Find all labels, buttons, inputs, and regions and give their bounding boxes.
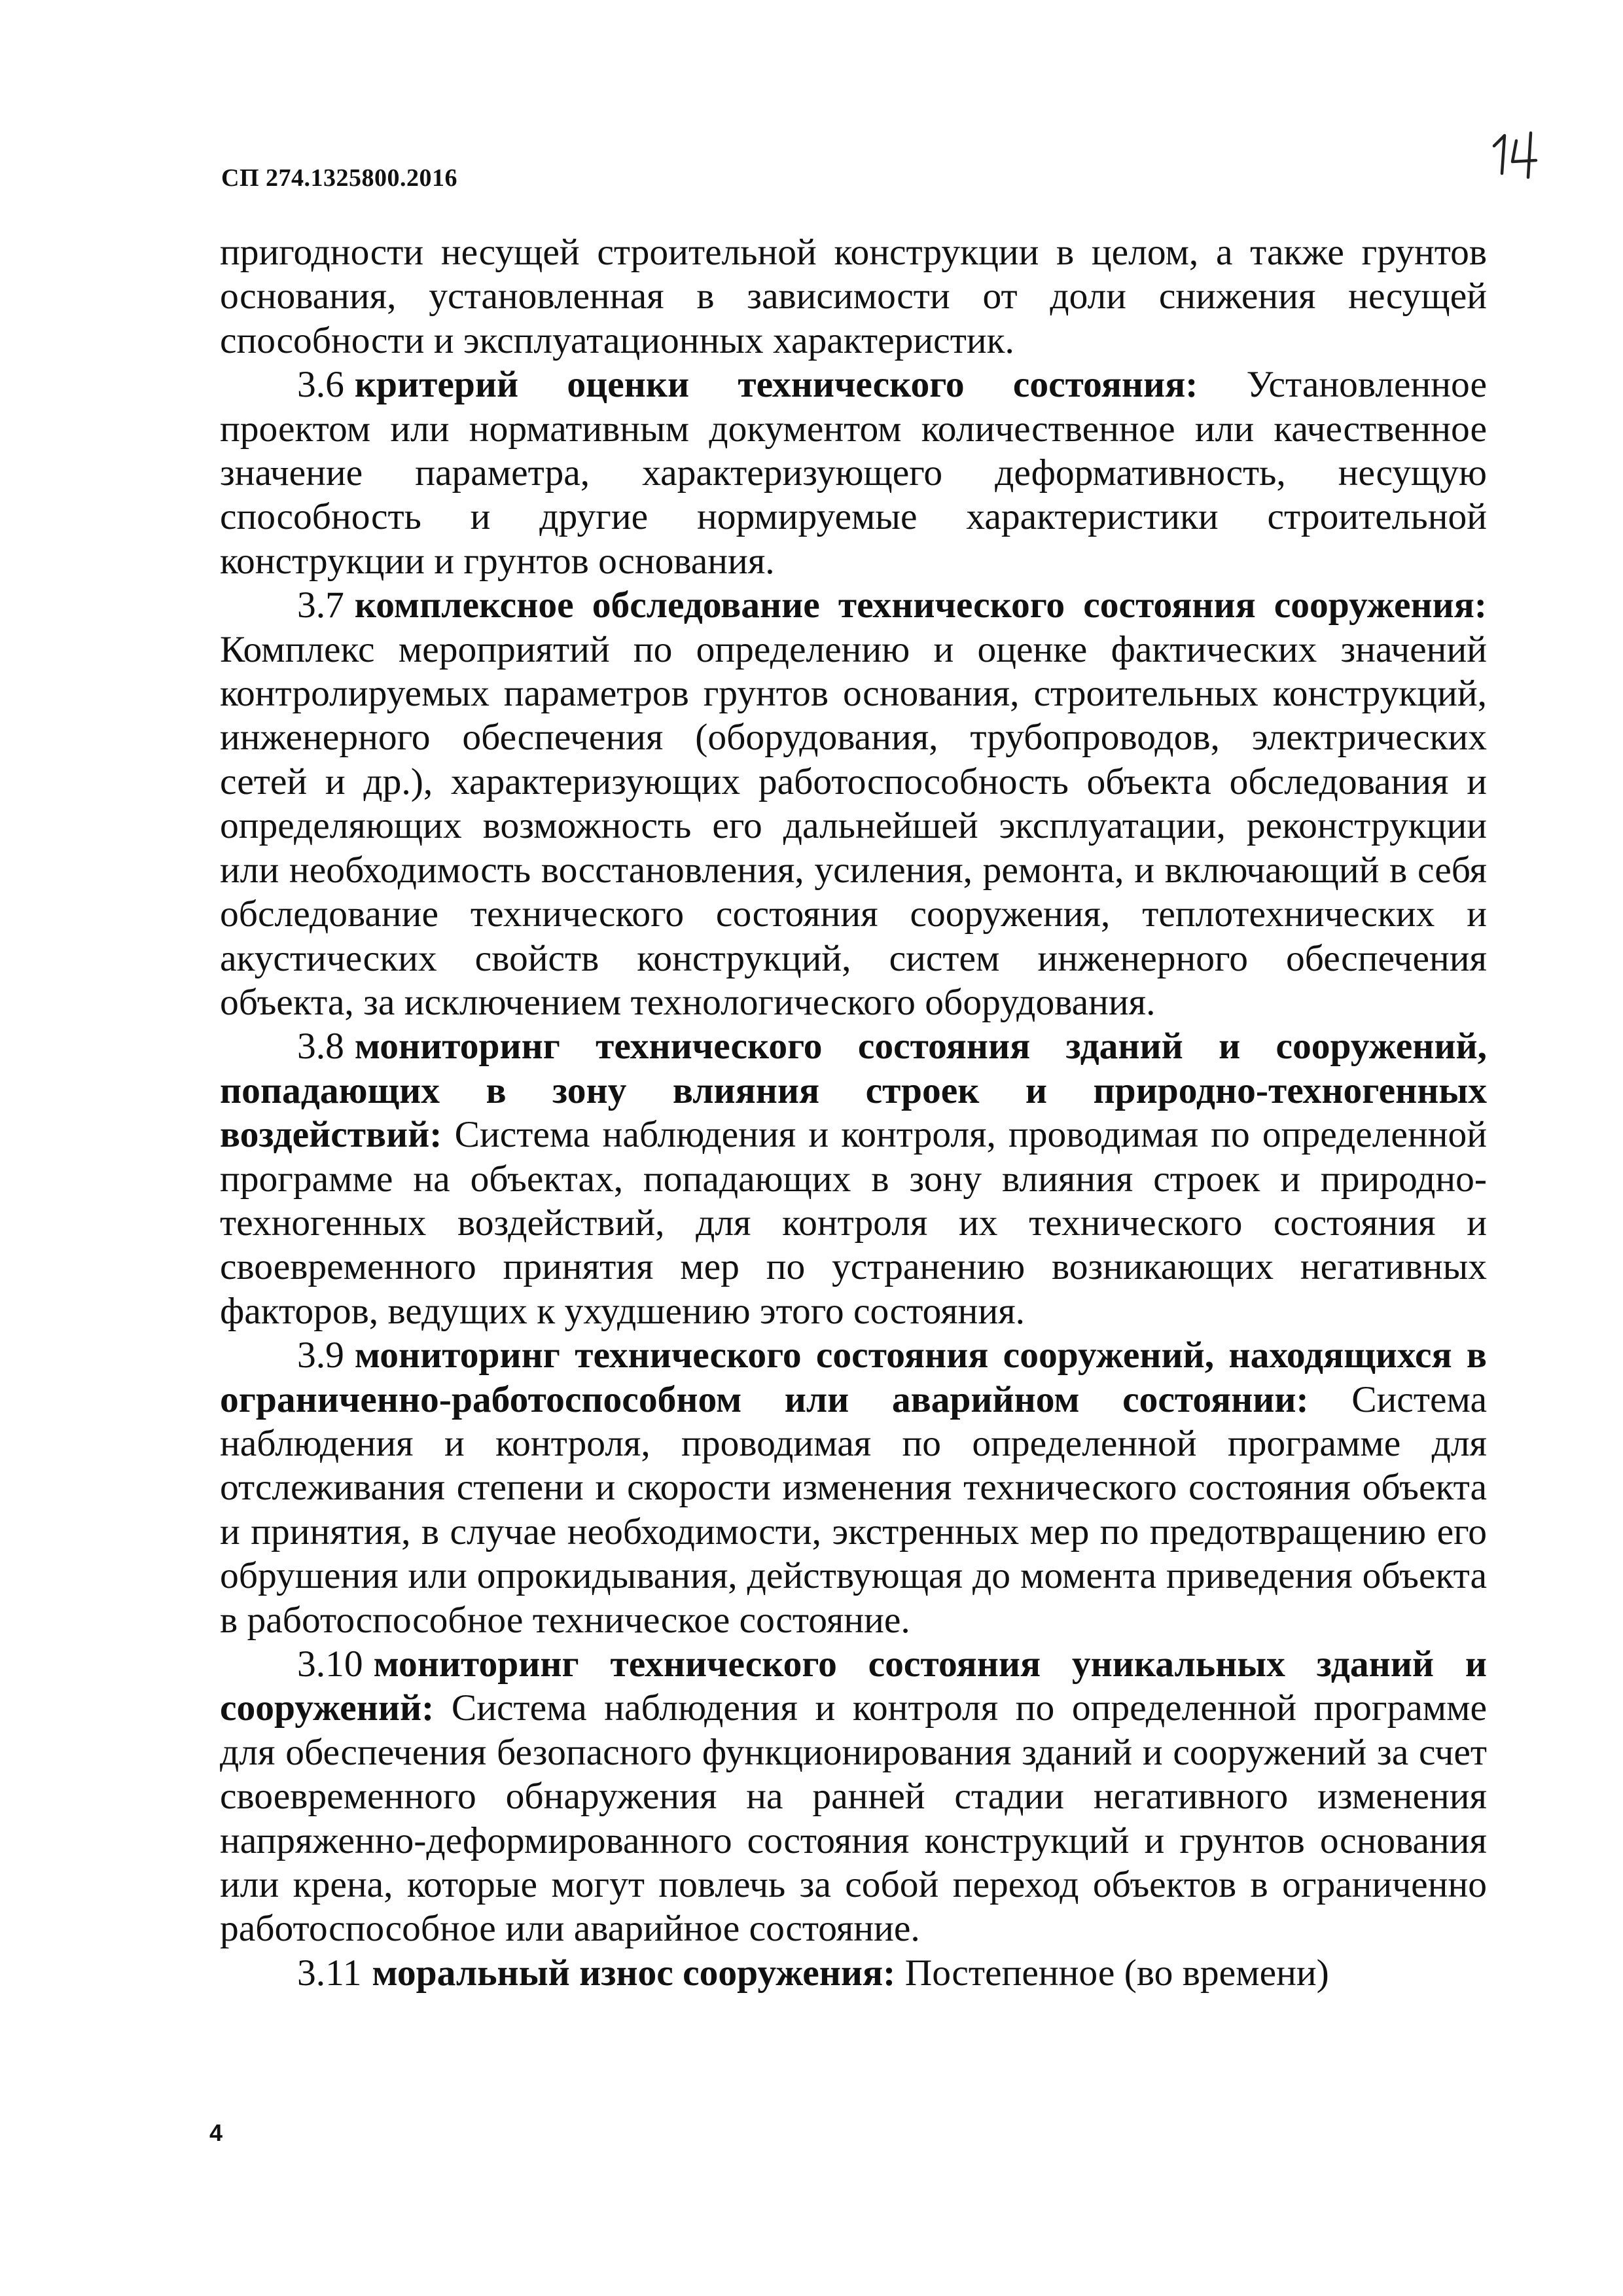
term-title: мониторинг технического состояния зданий и сооружений, попадающих в зону влияния строек и природно-техногенных воздействий: — [220, 1026, 1487, 1156]
document-code: СП 274.1325800.2016 — [221, 164, 457, 192]
continuation-paragraph: пригодности несущей строительной конструкции в целом, а также грунтов основания, установленная в зависимости от доли снижения несущей способности и эксплуатационных характеристик. — [220, 232, 1487, 361]
term-number: 3.10 — [297, 1643, 363, 1685]
term-number: 3.6 — [297, 364, 344, 406]
term-3-6 — [220, 363, 1487, 583]
term-number: 3.8 — [297, 1026, 344, 1067]
term-definition: Система наблюдения и контроля по определенной программе для обеспечения безопасного функционирования зданий и сооружений за счет своевременного обнаружения на ранней стадии негативного изменения напряженно-деформированного состояния конструкций и грунтов основания или крена, которые могут повлечь за собой переход объектов в ограниченно работоспособное или аварийное состояние. — [220, 1687, 1488, 1950]
term-number: 3.9 — [297, 1335, 344, 1376]
term-title: мониторинг технического состояния уникальных зданий и сооружений: — [220, 1643, 1487, 1729]
term-definition: Система наблюдения и контроля, проводимая по определенной программе на объектах, попадающих в зону влияния строек и природно-техногенных воздействий, для контроля их технического состояния и своевременного принятия мер по устранению возникающих негативных факторов, ведущих к ухудшению этого состояния. — [220, 1114, 1488, 1332]
term-definition: Комплекс мероприятий по определению и оценке фактических значений контролируемых параметров грунтов основания, строительных конструкций, инженерного обеспечения (оборудования, трубопроводов, электрических сетей и др.), характеризующих работоспособность объекта обследования и определяющих возможность его дальнейшей эксплуатации, реконструкции или необходимость восстановления, усиления, ремонта, и включающий в себя обследование технического состояния сооружения, теплотехнических и акустических свойств конструкций, систем инженерного обеспечения объекта, за исключением технологического оборудования. — [220, 628, 1487, 1023]
term-title: моральный износ сооружения: — [372, 1952, 896, 1994]
term-3-8 — [220, 1024, 1487, 1333]
term-number: 3.7 — [297, 584, 344, 626]
term-3-7 — [220, 583, 1487, 1024]
term-definition: Система наблюдения и контроля, проводимая по определенной программе для отслеживания степени и скорости изменения технического состояния объекта и принятия, в случае необходимости, экстренных мер по предотвращению его обрушения или опрокидывания, действующая до момента приведения объекта в работоспособное техническое состояние. — [220, 1378, 1487, 1641]
term-title: комплексное обследование технического состояния сооружения: — [354, 584, 1487, 626]
term-3-9 — [220, 1333, 1487, 1642]
term-3-10 — [220, 1642, 1487, 1951]
term-3-11 — [220, 1951, 1487, 1995]
term-title: критерий оценки технического состояния: — [354, 364, 1198, 406]
handwritten-page-number — [1482, 121, 1554, 180]
page-number: 4 — [209, 2119, 223, 2146]
document-body — [220, 230, 1487, 1995]
term-definition: Установленное проектом или нормативным документом количественное или качественное значение параметра, характеризующего деформативность, несущую способность и другие нормируемые характеристики строительной конструкции и грунтов основания. — [220, 364, 1487, 582]
term-definition: Постепенное (во времени) — [904, 1952, 1329, 1994]
term-title: мониторинг технического состояния сооружений, находящихся в ограниченно-работоспособном или аварийном состоянии: — [220, 1335, 1487, 1420]
term-number: 3.11 — [297, 1952, 362, 1994]
